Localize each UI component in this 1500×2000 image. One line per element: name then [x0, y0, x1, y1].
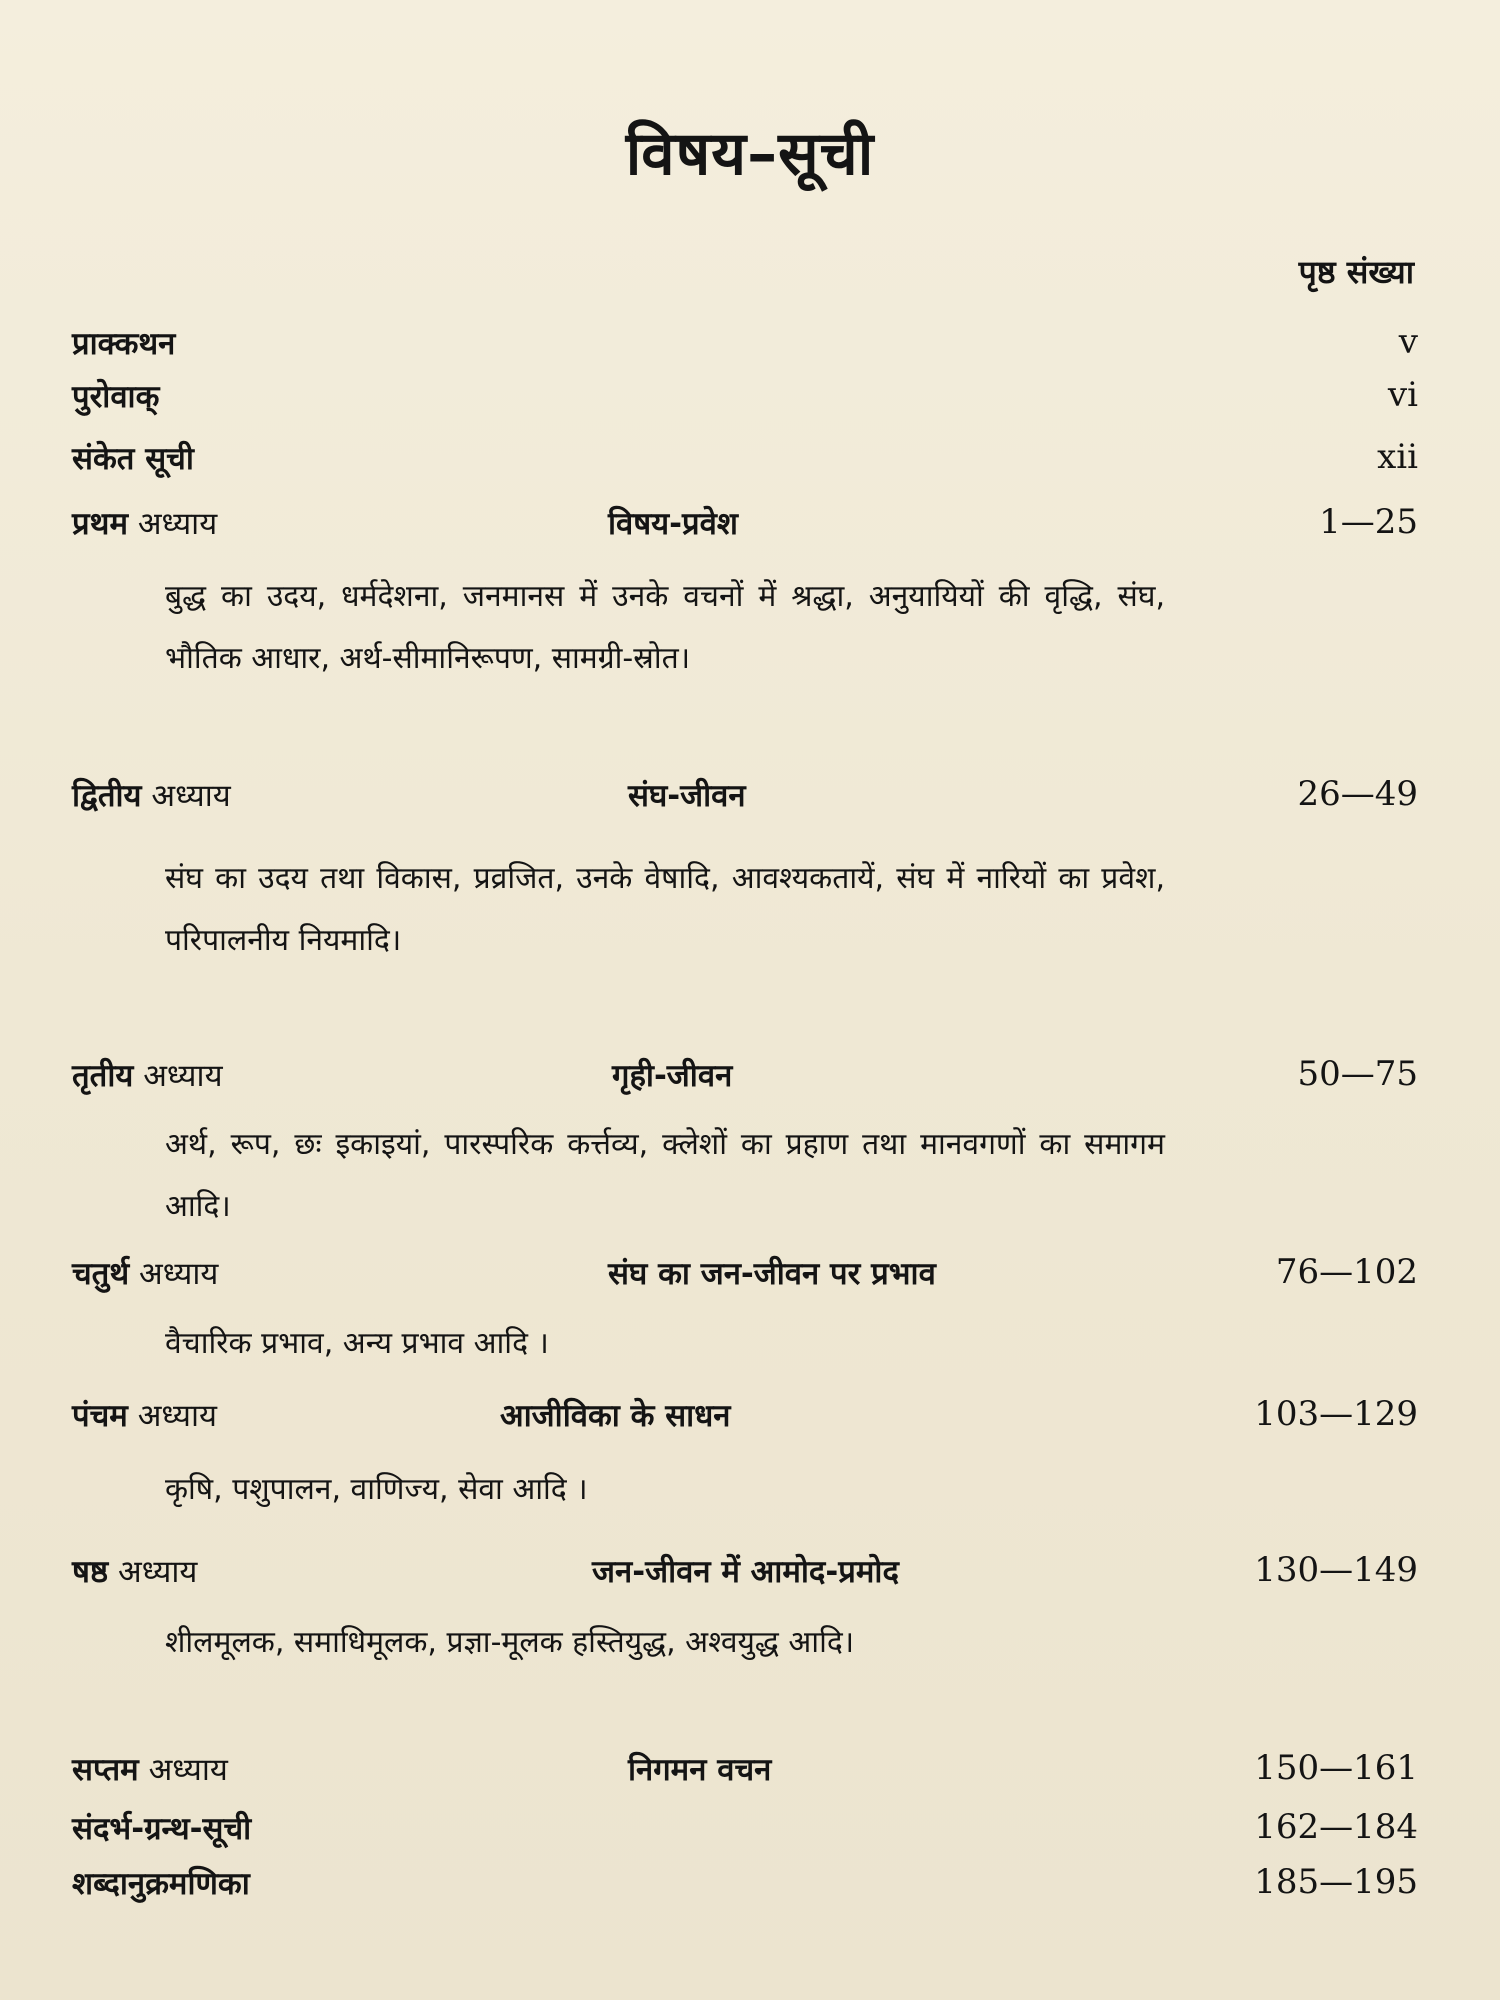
page-title: विषय–सूची [625, 119, 875, 189]
chapter-label [72, 1550, 197, 1592]
chapter-adhyay: अध्याय [148, 1752, 228, 1788]
chapter-ordinal: तृतीय [72, 1058, 134, 1094]
toc-entry-pages: vi [1387, 375, 1418, 415]
chapter-adhyay: अध्याय [139, 1256, 219, 1292]
chapter-ordinal: प्रथम [72, 506, 128, 542]
page-number-column-header: पृष्ठ संख्या [1298, 253, 1414, 291]
chapter-ordinal: पंचम [72, 1398, 128, 1434]
chapter-title: विषय-प्रवेश [608, 506, 738, 542]
chapter-title: निगमन वचन [628, 1752, 772, 1788]
chapter-adhyay: अध्याय [143, 1058, 223, 1094]
chapter-ordinal: षष्ठ [72, 1554, 109, 1590]
chapter-pages: 76—102 [1275, 1252, 1418, 1292]
toc-entry-label: शब्दानुक्रमणिका [72, 1866, 250, 1902]
toc-entry-label: संकेत सूची [72, 441, 194, 477]
chapter-adhyay: अध्याय [137, 1398, 218, 1434]
chapter-description: शीलमूलक, समाधिमूलक, प्रज्ञा-मूलक हस्तियुद्ध, अश्वयुद्ध आदि। [165, 1625, 855, 1660]
chapter-pages: 103—129 [1254, 1394, 1418, 1434]
chapter-description: बुद्ध का उदय, धर्मदेशना, जनमानस में उनके वचनों में श्रद्धा, अनुयायियों की वृद्धि, संघ, भौतिक आधार, अर्थ-सीमानिरूपण, सामग्री-स्रोत। [165, 579, 1165, 676]
toc-entry-pages: v [1398, 322, 1418, 362]
chapter-adhyay: अध्याय [137, 506, 218, 542]
chapter-description: वैचारिक प्रभाव, अन्य प्रभाव आदि । [165, 1326, 549, 1361]
chapter-label [72, 1394, 217, 1436]
chapter-ordinal: सप्तम [72, 1752, 139, 1788]
chapter-label [72, 502, 217, 544]
chapter-pages: 50—75 [1297, 1054, 1418, 1094]
chapter-title: जन-जीवन में आमोद-प्रमोद [592, 1554, 899, 1590]
toc-entry-pages: xii [1377, 437, 1418, 477]
toc-entry-pages: 162—184 [1254, 1807, 1418, 1847]
chapter-description: अर्थ, रूप, छः इकाइयां, पारस्परिक कर्त्तव्य, क्लेशों का प्रहाण तथा मानवगणों का समागम आदि। [165, 1127, 1165, 1224]
chapter-pages: 150—161 [1254, 1748, 1418, 1788]
chapter-label [72, 1748, 228, 1790]
chapter-description: संघ का उदय तथा विकास, प्रव्रजित, उनके वेषादि, आवश्यकतायें, संघ में नारियों का प्रवेश, परिपालनीय नियमादि। [165, 861, 1165, 958]
toc-entry-label: पुरोवाक् [72, 379, 160, 415]
chapter-description: कृषि, पशुपालन, वाणिज्य, सेवा आदि । [165, 1472, 588, 1507]
chapter-label [72, 774, 231, 816]
toc-entry-pages: 185—195 [1254, 1862, 1418, 1902]
chapter-adhyay: अध्याय [151, 778, 231, 814]
chapter-adhyay: अध्याय [118, 1554, 198, 1590]
toc-entry-label: प्राक्कथन [72, 326, 176, 362]
chapter-pages: 26—49 [1297, 774, 1418, 814]
chapter-ordinal: चतुर्थ [72, 1256, 130, 1292]
chapter-pages: 130—149 [1254, 1550, 1418, 1590]
chapter-title: आजीविका के साधन [500, 1398, 731, 1434]
chapter-label [72, 1252, 218, 1294]
toc-entry-label: संदर्भ-ग्रन्थ-सूची [72, 1811, 252, 1847]
chapter-ordinal: द्वितीय [72, 778, 142, 814]
chapter-title: संघ-जीवन [628, 778, 746, 814]
chapter-label [72, 1054, 223, 1096]
chapter-title: संघ का जन-जीवन पर प्रभाव [608, 1256, 936, 1292]
chapter-pages: 1—25 [1319, 502, 1418, 542]
chapter-title: गृही-जीवन [612, 1058, 733, 1094]
